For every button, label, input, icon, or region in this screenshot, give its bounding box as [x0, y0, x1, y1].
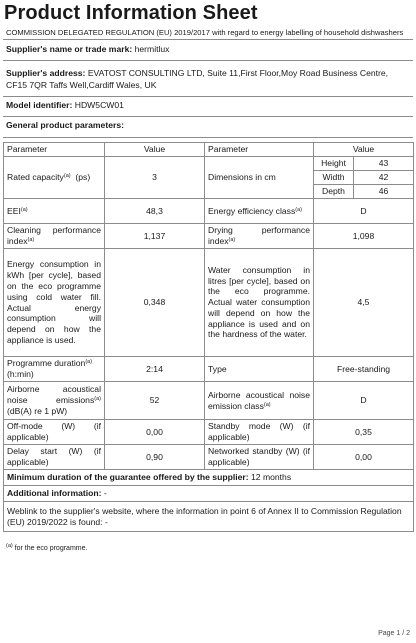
programme-duration-value: 2:14	[105, 357, 205, 382]
table-row	[4, 445, 414, 470]
divider	[3, 137, 413, 138]
general-parameters-heading	[6, 120, 124, 130]
noise-class-value: D	[314, 382, 414, 420]
guarantee-row: Minimum duration of the guarantee offered by the supplier: 12 months	[4, 470, 414, 486]
page-title: Product Information Sheet	[4, 2, 258, 24]
energy-consumption-label: Energy consumption in kWh [per cycle], based on the eco programme using cold water fill. Actual energy consumption will depend on how the appliance is used.	[4, 249, 105, 357]
standby-value: 0,35	[314, 420, 414, 445]
type-value: Free-standing	[314, 357, 414, 382]
off-mode-value: 0,00	[105, 420, 205, 445]
dimensions-label: Dimensions in cm	[205, 157, 314, 199]
programme-duration-label: Programme duration$^{(a)}$ (h:min)	[4, 357, 105, 382]
eei-label: EEI$^{(a)}$	[4, 199, 105, 224]
divider	[3, 96, 413, 97]
water-consumption-value: 4,5	[314, 249, 414, 357]
noise-label: Airborne acoustical noise emissions$^{(a)}$ (dB(A) re 1 pW)	[4, 382, 105, 420]
additional-info-row: Additional information: -	[4, 486, 414, 502]
col-header-value: Value	[105, 143, 205, 157]
off-mode-label: Off-mode (W) (if applicable)	[4, 420, 105, 445]
noise-class-label: Airborne acoustical noise emission class$^{(a)}$	[205, 382, 314, 420]
noise-value: 52	[105, 382, 205, 420]
model-row	[6, 100, 124, 110]
drying-value: 1,098	[314, 224, 414, 249]
col-header-value-2: Value	[314, 143, 414, 157]
table-row	[4, 357, 414, 382]
standby-label: Standby mode (W) (if applicable)	[205, 420, 314, 445]
page-number: Page 1 / 2	[378, 630, 410, 637]
supplier-address-label: Supplier's address:	[6, 68, 86, 78]
energy-class-label: Energy efficiency class$^{(a)}$	[205, 199, 314, 224]
eei-value: 48,3	[105, 199, 205, 224]
table-row	[4, 470, 414, 486]
depth-value: 46	[354, 185, 414, 199]
height-label: Height	[314, 157, 354, 171]
divider	[3, 116, 413, 117]
cleaning-label: Cleaning performance index$^{(a)}$	[4, 224, 105, 249]
parameters-table	[3, 142, 414, 532]
regulation-subtitle: COMMISSION DELEGATED REGULATION (EU) 2019/2017 with regard to energy labelling of household dishwashers	[6, 28, 404, 37]
table-row	[4, 224, 414, 249]
supplier-address-value: EVATOST CONSULTING LTD, Suite 11,First Floor,Moy Road Business Centre, CF15 7QR Taffs Well,Cardiff Wales, UK	[6, 68, 389, 90]
table-row	[4, 382, 414, 420]
table-row	[4, 157, 414, 171]
footnote: $^{(a)}$ for the eco programme.	[6, 543, 88, 552]
width-label: Width	[314, 171, 354, 185]
table-row	[4, 249, 414, 357]
delay-start-label: Delay start (W) (if applicable)	[4, 445, 105, 470]
table-row	[4, 199, 414, 224]
table-row	[4, 420, 414, 445]
cleaning-value: 1,137	[105, 224, 205, 249]
height-value: 43	[354, 157, 414, 171]
energy-consumption-value: 0,348	[105, 249, 205, 357]
model-value: HDW5CW01	[74, 100, 124, 110]
general-parameters-label: General product parameters:	[6, 120, 124, 130]
water-consumption-label: Water consumption in litres [per cycle], based on the eco programme. Actual water consumption will depend on how the appliance is used and on the hardness of the water.	[205, 249, 314, 357]
energy-class-value: D	[314, 199, 414, 224]
divider	[3, 39, 413, 40]
width-value: 42	[354, 171, 414, 185]
supplier-name-row	[6, 44, 169, 54]
rated-capacity-value: 3	[105, 157, 205, 199]
divider	[3, 60, 413, 61]
depth-label: Depth	[314, 185, 354, 199]
supplier-name-label: Supplier's name or trade mark:	[6, 44, 133, 54]
col-header-parameter: Parameter	[4, 143, 105, 157]
table-header-row	[4, 143, 414, 157]
col-header-parameter-2: Parameter	[205, 143, 314, 157]
networked-standby-value: 0,00	[314, 445, 414, 470]
model-label: Model identifier:	[6, 100, 73, 110]
networked-standby-label: Networked standby (W) (if applicable)	[205, 445, 314, 470]
delay-start-value: 0,90	[105, 445, 205, 470]
supplier-name-value: hermitlux	[134, 44, 170, 54]
type-label: Type	[205, 357, 314, 382]
rated-capacity-label: Rated capacity$^{(a)}$ (ps)	[4, 157, 105, 199]
table-row	[4, 502, 414, 532]
supplier-address-row	[6, 67, 410, 91]
table-row	[4, 486, 414, 502]
drying-label: Drying performance index$^{(a)}$	[205, 224, 314, 249]
weblink-row: Weblink to the supplier's website, where the information in point 6 of Annex II to Commission Regulation (EU) 2019/2022 is found: -	[4, 502, 414, 532]
